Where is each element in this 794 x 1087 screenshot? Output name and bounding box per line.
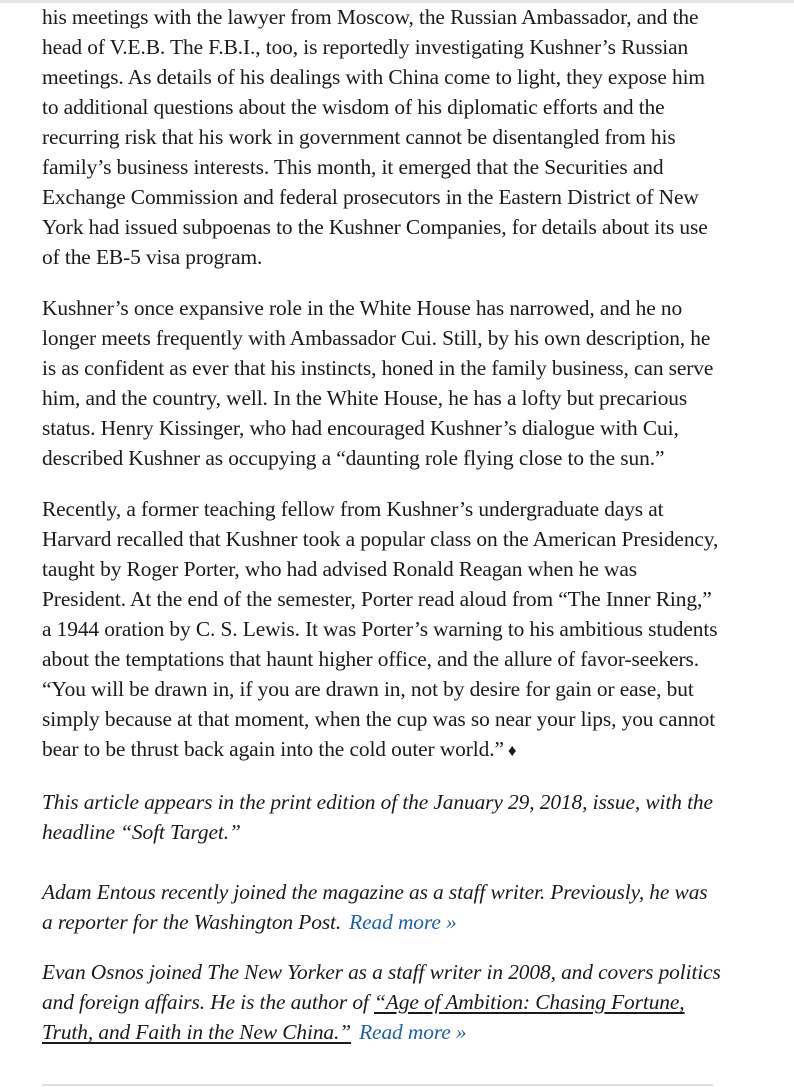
bottom-divider [42,1084,713,1086]
article-paragraph: his meetings with the lawyer from Moscow, the Russian Ambassador, and the head of V.E.B. The F.B.I., too, is reportedly investigating Kushner’s Russian meetings. As details of his dealings with China come to light, they expose him to additional questions about the wisdom of his diplomatic efforts and the recurring risk that his work in government cannot be disentangled from his family’s business interests. This month, it emerged that the Securities and Exchange Commission and federal prosecutors in the Eastern District of New York had issued subpoenas to the Kushner Companies, for details about its use of the EB-5 visa program. [42,5,708,269]
author-bio-adam-entous [42,877,722,937]
read-more-link[interactable]: Read more » [359,1020,467,1044]
author-bio-evan-osnos [42,957,722,1047]
print-edition-credit: This article appears in the print edition of the January 29, 2018, issue, with the headline “Soft Target.” [42,790,713,844]
end-mark-icon: ♦ [507,741,517,760]
article-paragraph-text: Recently, a former teaching fellow from Kushner’s undergraduate days at Harvard recalled that Kushner took a popular class on the American Presidency, taught by Roger Porter, who had advised Ronald Reagan when he was President. At the end of the semester, Porter read aloud from “The Inner Ring,” a 1944 oration by C. S. Lewis. It was Porter’s warning to his ambitious students about the temptations that haunt higher office, and the allure of favor-seekers. “You will be drawn in, if you are drawn in, not by desire for gain or ease, but simply because at that moment, when the cup was so near your lips, you cannot bear to be thrust back again into the cold outer world.” [42,497,719,761]
article-paragraph [42,494,722,766]
article-paragraph: Kushner’s once expansive role in the White House has narrowed, and he no longer meets frequently with Ambassador Cui. Still, by his own description, he is as confident as ever that his instincts, honed in the family business, can serve him, and the country, well. In the White House, he has a lofty but precarious status. Henry Kissinger, who had encouraged Kushner’s dialogue with Cui, described Kushner as occupying a “daunting role flying close to the sun.” [42,296,714,470]
read-more-link[interactable]: Read more » [349,910,457,934]
author-bio-text: Evan Osnos joined The New Yorker as a staff writer in 2008, and covers politics and foreign affairs. He is the author of [42,960,721,1014]
author-bio-text: Adam Entous recently joined the magazine as a staff writer. Previously, he was a reporter for the Washington Post. [42,880,708,934]
book-title-link[interactable]: “Age of Ambition: Chasing Fortune, Truth, and Faith in the New China.” [42,990,685,1044]
article-body [42,2,722,1047]
